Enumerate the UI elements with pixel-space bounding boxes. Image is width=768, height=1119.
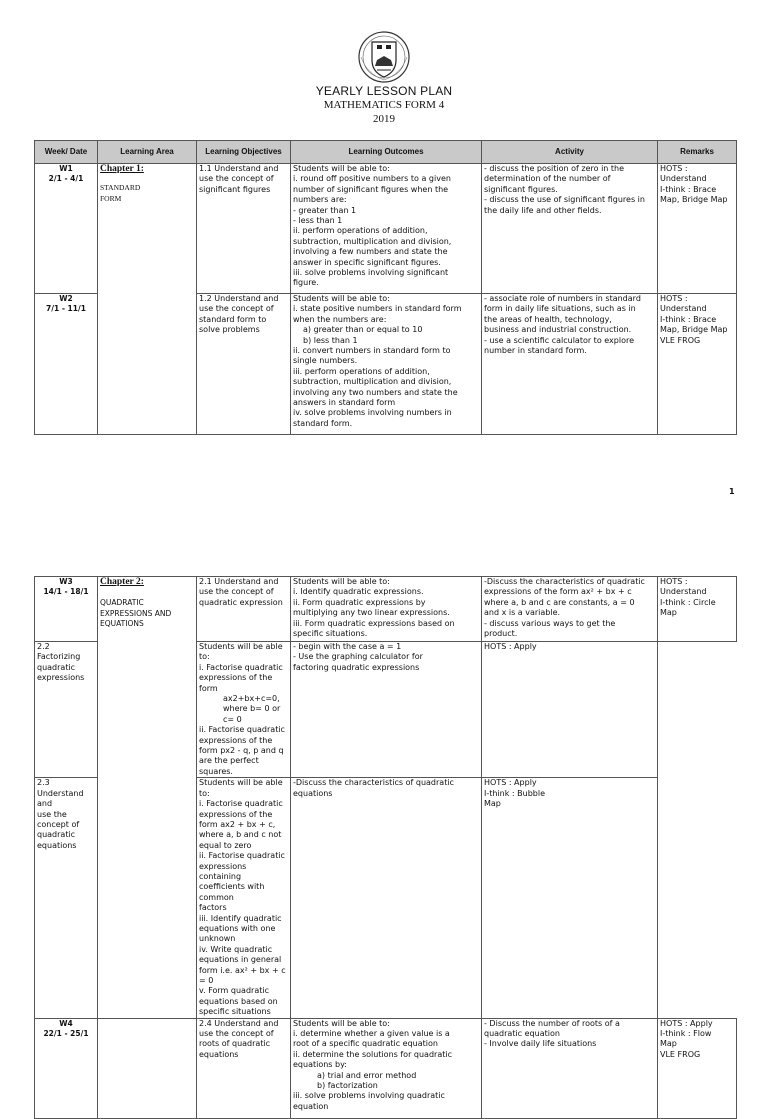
text-line: factoring quadratic expressions [293, 662, 420, 672]
text-line: 2.2 Factorizing [37, 642, 81, 662]
week-cell: W4 22/1 - 25/1 [35, 1018, 98, 1118]
text-line: number of significant figures when the [293, 184, 449, 194]
text-line: HOTS : [660, 577, 688, 586]
text-line: roots of quadratic [199, 1039, 271, 1049]
text-line: - discuss the position of zero in the [484, 164, 625, 173]
text-line: - greater than 1 [293, 205, 357, 215]
text-line: v. Form quadratic equations based on [199, 986, 278, 1006]
text-line: root of a specific quadratic equation [293, 1039, 438, 1049]
text-line: single numbers. [293, 356, 358, 366]
text-line: containing coefficients with common [199, 871, 265, 902]
text-line: VLE FROG [660, 1049, 701, 1059]
text-line: HOTS : [660, 164, 688, 173]
text-line: quadratic equations [37, 830, 77, 850]
text-line: ii. convert numbers in standard form to [293, 346, 451, 356]
text-line: ii. Factorise quadratic expressions [199, 851, 285, 871]
text-line: expressions [37, 673, 85, 683]
text-line: - discuss the use of significant figures in [484, 195, 645, 205]
objective-cell [35, 642, 98, 778]
table-row [35, 1018, 737, 1118]
text-line: Map, Bridge Map [660, 195, 728, 205]
text-line: when the numbers are: [293, 314, 387, 324]
text-line: I-think : Circle [660, 597, 716, 607]
text-line: b) factorization [317, 1081, 378, 1091]
activity-cell [482, 577, 658, 642]
text-line: ii. perform operations of addition, [293, 226, 428, 236]
text-line: i. Identify quadratic expressions. [293, 587, 424, 597]
text-line: equal to zero [199, 840, 252, 850]
text-line: expressions of the form ax² + bx + c [484, 587, 632, 597]
learning-area-cell [98, 577, 197, 1019]
text-line: HOTS : Apply [660, 1018, 713, 1028]
table-row [35, 164, 737, 294]
text-line: form ax2 + bx + c, where a, b and c not [199, 819, 282, 840]
text-line: i. round off positive numbers to a given [293, 174, 451, 184]
text-line: iii. solve problems involving quadratic [293, 1091, 445, 1101]
text-line: b) less than 1 [303, 335, 358, 345]
text-line: - discuss various ways to get the [484, 618, 616, 628]
text-line: Students will be able to: [293, 1018, 390, 1028]
text-line: - use a scientific calculator to explore [484, 335, 634, 345]
text-line: subtraction, multiplication and division, [293, 236, 452, 246]
text-line: 2.4 Understand and [199, 1018, 279, 1028]
text-line: ax2+bx+c=0, where b= 0 or c= 0 [223, 694, 281, 724]
table-header-row [35, 141, 737, 164]
text-line: -Discuss the characteristics of quadratic [293, 778, 454, 788]
text-line: use the concept of [199, 1029, 274, 1039]
text-line: involving a few numbers and state the [293, 247, 448, 257]
col-header-objectives: Learning Objectives [197, 141, 291, 164]
chapter-name [100, 598, 194, 629]
col-header-week: Week/ Date [35, 141, 98, 164]
text-line: figure. [293, 278, 319, 288]
text-line: Students will be able to: [199, 778, 283, 798]
text-line: multiplying any two linear expressions. [293, 608, 450, 618]
activity-cell [291, 642, 482, 778]
text-line: iii. solve problems involving significant [293, 268, 449, 278]
text-line: standard form to [199, 314, 267, 324]
text-line: and x is a variable. [484, 608, 561, 618]
text-line: factors [199, 903, 227, 913]
text-line: significant figures [199, 184, 271, 194]
lesson-plan-table-1 [34, 140, 737, 435]
learning-area-cell [98, 1018, 197, 1118]
plan-title: YEARLY LESSON PLAN [315, 84, 453, 98]
remarks-cell [482, 778, 658, 1018]
outcomes-cell [291, 1018, 482, 1118]
text-line: Map [484, 799, 501, 809]
text-line: -Discuss the characteristics of quadratic [484, 577, 645, 586]
text-line: ii. determine the solutions for quadratic [293, 1049, 452, 1059]
text-line: unknown [199, 934, 236, 944]
chapter-name: STANDARD FORM [100, 183, 141, 203]
text-line: Students will be able to: [293, 577, 390, 586]
text-line: Understand [660, 304, 707, 314]
text-line: i. state positive numbers in standard form [293, 304, 462, 314]
outcomes-cell [291, 164, 482, 294]
text-line: a) greater than or equal to 10 [303, 325, 423, 335]
activity-cell [482, 164, 658, 294]
text-line: I-think : Brace [660, 184, 717, 194]
text-line: specific situations [199, 1007, 271, 1017]
text-line: the daily life and other fields. [484, 205, 602, 215]
text-line: quadratic [37, 662, 76, 672]
col-header-outcomes: Learning Outcomes [291, 141, 482, 164]
plan-subject: MATHEMATICS FORM 4 [323, 99, 445, 111]
outcomes-cell [197, 778, 291, 1018]
text-line: quadratic expression [199, 597, 283, 607]
objective-cell [197, 577, 291, 642]
text-line: EQUATIONS [100, 619, 144, 629]
text-line: form px2 - q, p and q are the perfect [199, 746, 284, 766]
outcomes-cell [291, 294, 482, 435]
text-line: 2.1 Understand and [199, 577, 279, 586]
text-line: subtraction, multiplication and division, [293, 377, 452, 387]
week-cell: W3 14/1 - 18/1 [35, 577, 98, 642]
col-header-remarks: Remarks [658, 141, 737, 164]
text-line: a) trial and error method [317, 1070, 417, 1080]
text-line: standard form. [293, 418, 353, 428]
text-line: I-think : Brace [660, 314, 717, 324]
text-line: Understand [660, 174, 707, 184]
text-line: Map [660, 608, 677, 618]
chapter-label: Chapter 2: [100, 577, 144, 587]
text-line: equations [199, 1049, 239, 1059]
text-line: use the concept of [199, 587, 274, 597]
remarks-cell [482, 642, 658, 778]
text-line: - Use the graphing calculator for [293, 652, 423, 662]
text-line: equation [293, 1101, 329, 1111]
text-line: I-think : Bubble [484, 788, 546, 798]
text-line: Students will be able to: [293, 294, 390, 303]
text-line: numbers are: [293, 195, 347, 205]
remarks-cell [658, 294, 737, 435]
page-number: 1 [729, 487, 735, 496]
text-line: 1.2 Understand and [199, 294, 279, 303]
activity-cell [291, 778, 482, 1018]
text-line: answers in standard form [293, 398, 396, 408]
text-line: use the concept of [199, 174, 274, 184]
text-line: quadratic equation [484, 1029, 560, 1039]
text-line: equations [293, 788, 333, 798]
text-line: iv. Write quadratic equations in general [199, 944, 282, 965]
text-line: Understand [660, 587, 707, 597]
text-line: iv. solve problems involving numbers in [293, 408, 452, 418]
remarks-cell [658, 164, 737, 294]
text-line: solve problems [199, 325, 260, 335]
text-line: i. determine whether a given value is a [293, 1029, 450, 1039]
text-line: business and industrial construction. [484, 325, 632, 335]
text-line: answer in specific significant figures. [293, 257, 441, 267]
objective-cell [197, 164, 291, 294]
text-line: Students will be able to: [199, 642, 283, 662]
text-line: equations by: [293, 1060, 347, 1070]
objective-cell [35, 778, 98, 1018]
text-line: ii. Factorise quadratic expressions of the [199, 725, 285, 745]
plan-year: 2019 [373, 113, 395, 125]
text-line: Students will be able to: [293, 164, 390, 173]
text-line: EXPRESSIONS AND [100, 608, 172, 618]
text-line: - begin with the case a = 1 [293, 642, 402, 651]
text-line: QUADRATIC [100, 598, 144, 608]
text-line: use the concept of [37, 809, 80, 829]
text-line: - Involve daily life situations [484, 1039, 597, 1049]
text-line: HOTS : Apply [484, 642, 537, 651]
text-line: i. Factorise quadratic expressions of the [199, 662, 283, 683]
outcomes-cell [291, 577, 482, 642]
text-line: HOTS : Apply [484, 778, 537, 788]
text-line: involving any two numbers and state the [293, 387, 458, 397]
objective-cell [197, 1018, 291, 1118]
text-line: iii. Form quadratic expressions based on [293, 618, 455, 628]
objective-cell [197, 294, 291, 435]
text-line: I-think : Flow [660, 1029, 712, 1039]
text-line: iii. Identify quadratic equations with one [199, 913, 282, 933]
text-line: product. [484, 629, 518, 639]
outcomes-cell [197, 642, 291, 778]
text-line: iii. perform operations of addition, [293, 366, 430, 376]
text-line: 2.3 Understand and [37, 778, 84, 809]
week-cell: W2 7/1 - 11/1 [35, 294, 98, 435]
text-line: 1.1 Understand and [199, 164, 279, 173]
learning-area-cell [98, 164, 197, 435]
text-line: form in daily life situations, such as in [484, 304, 636, 314]
text-line: ii. Form quadratic expressions by [293, 597, 426, 607]
text-line: form i.e. ax² + bx + c = 0 [199, 965, 286, 985]
activity-cell [482, 1018, 658, 1118]
remarks-cell [658, 1018, 737, 1118]
text-line: - Discuss the number of roots of a [484, 1018, 620, 1028]
text-line: number in standard form. [484, 346, 587, 356]
school-crest-logo [357, 30, 411, 84]
text-line: Map, Bridge Map [660, 325, 728, 335]
text-line: VLE FROG [660, 335, 701, 345]
col-header-area: Learning Area [98, 141, 197, 164]
text-line: significant figures. [484, 184, 558, 194]
remarks-cell [658, 577, 737, 642]
text-line: determination of the number of [484, 174, 611, 184]
text-line: HOTS : [660, 294, 688, 303]
text-line: squares. [199, 766, 233, 776]
text-line: the areas of health, technology, [484, 314, 612, 324]
text-line: specific situations. [293, 629, 368, 639]
table-row [35, 577, 737, 642]
text-line: Map [660, 1039, 677, 1049]
lesson-plan-table-2 [34, 576, 737, 1119]
text-line: - associate role of numbers in standard [484, 294, 641, 303]
chapter-label: Chapter 1: [100, 164, 144, 174]
col-header-activity: Activity [482, 141, 658, 164]
text-line: where a, b and c are constants, a = 0 [484, 597, 635, 607]
text-line: - less than 1 [293, 216, 343, 226]
week-cell: W1 2/1 - 4/1 [35, 164, 98, 294]
activity-cell [482, 294, 658, 435]
text-line: use the concept of [199, 304, 274, 314]
text-line: i. Factorise quadratic expressions of the [199, 799, 283, 819]
text-line: form [199, 683, 218, 693]
